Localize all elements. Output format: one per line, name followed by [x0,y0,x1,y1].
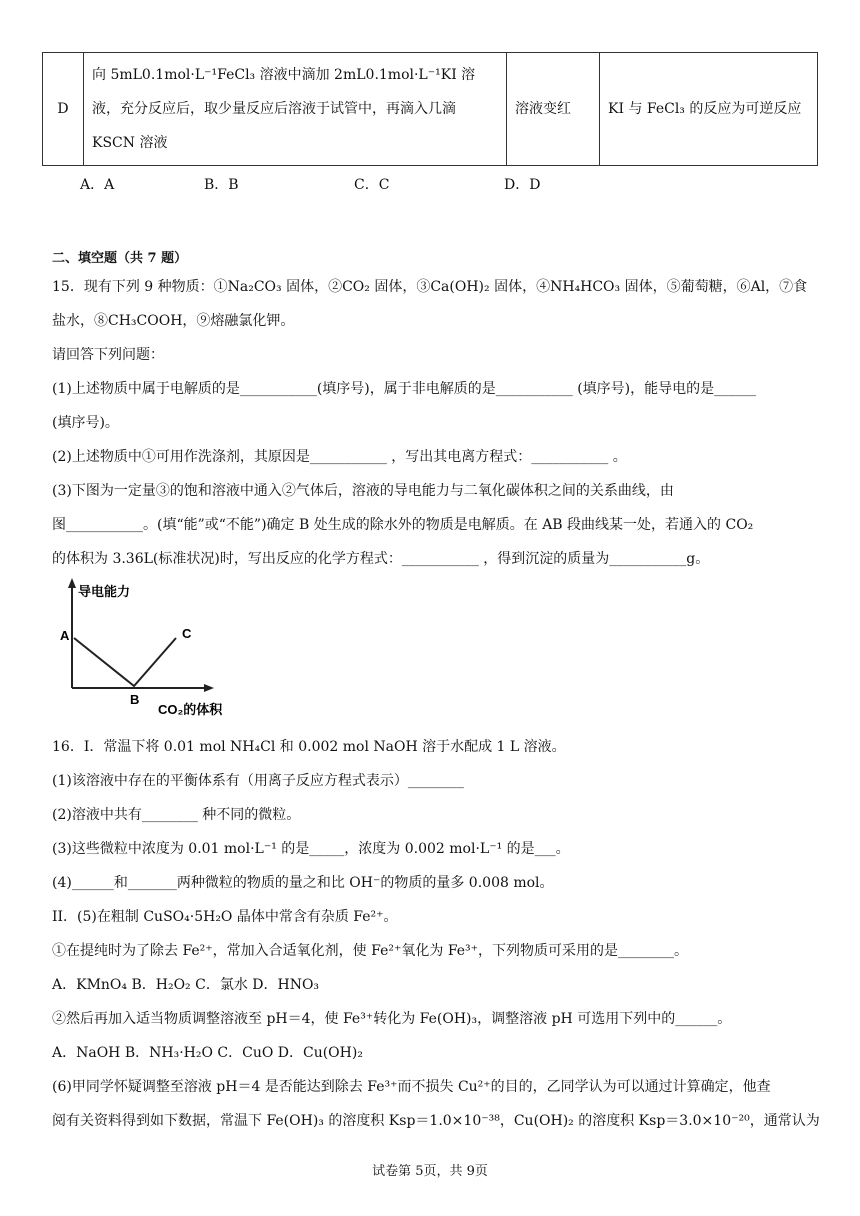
conductivity-curve [74,638,176,686]
q15-part2: (2)上述物质中①可用作洗涤剂，其原因是___________ ，写出其电离方程式：___________ 。 [52,449,627,465]
q16-line-4: (3)这些微粒中浓度为 0.01 mol·L⁻¹ 的是_____，浓度为 0.002 mol·L⁻¹ 的是___。 [52,841,570,857]
q16-line-6: II．(5)在粗制 CuSO₄·5H₂O 晶体中常含有杂质 Fe²⁺。 [52,909,398,925]
q15-part3-b: 图___________。(填“能”或“不能”)确定 B 处生成的除水外的物质是电解质。在 AB 段曲线某一处，若通入的 CO₂ [52,517,754,533]
section-title: 二、填空题（共 7 题） [52,251,188,266]
row-conclusion: KI 与 FeCl₃ 的反应为可逆反应 [600,53,818,166]
q15-part3-a: (3)下图为一定量③的饱和溶液中通入②气体后，溶液的导电能力与二氧化碳体积之间的关系曲线，由 [52,483,674,499]
q16-line-10: A．NaOH B．NH₃·H₂O C．CuO D．Cu(OH)₂ [52,1045,363,1061]
q16-line-11: (6)甲同学怀疑调整至溶液 pH＝4 是否能达到除去 Fe³⁺而不损失 Cu²⁺的目的，乙同学认为可以通过计算确定，他查 [52,1079,771,1095]
option-b: B．B [204,177,239,193]
row-operation: 向 5mL0.1mol·L⁻¹FeCl₃ 溶液中滴加 2mL0.1mol·L⁻¹KI 溶液，充分反应后，取少量反应后溶液于试管中，再滴入几滴 KSCN 溶液 [84,53,507,166]
page-footer: 试卷第 5页，共 9页 [372,1164,488,1179]
q15-stem-1: 15．现有下列 9 种物质：①Na₂CO₃ 固体，②CO₂ 固体，③Ca(OH)₂ 固体，④NH₄HCO₃ 固体，⑤葡萄糖，⑥Al，⑦食 [52,279,808,295]
q16-line-2: (1)该溶液中存在的平衡体系有（用离子反应方程式表示）________ [52,773,464,789]
row-phenomenon: 溶液变红 [507,53,600,166]
q16-line-12: 阅有关资料得到如下数据，常温下 Fe(OH)₃ 的溶度积 Ksp＝1.0×10⁻³⁸，Cu(OH)₂ 的溶度积 Ksp＝3.0×10⁻²⁰，通常认为 [52,1113,820,1129]
option-c: C．C [354,177,390,193]
row-label: D [43,53,84,166]
table-row [43,53,818,166]
q16-line-3: (2)溶液中共有________ 种不同的微粒。 [52,807,301,823]
y-axis-arrow-icon [68,578,76,588]
q15-part3-c: 的体积为 3.36L(标准状况)时，写出反应的化学方程式：___________ ，得到沉淀的质量为___________g。 [52,551,710,567]
q14-options [80,174,540,194]
experiment-table [42,52,818,166]
q16-line-1: 16．I．常温下将 0.01 mol NH₄Cl 和 0.002 mol NaOH 溶于水配成 1 L 溶液。 [52,739,566,755]
q15-part1-a: (1)上述物质中属于电解质的是___________(填序号)，属于非电解质的是___________ (填序号)，能导电的是______ [52,381,757,397]
x-axis-label: CO₂的体积 [158,702,223,717]
q15-stem-2: 盐水，⑧CH₃COOH，⑨熔融氯化钾。 [52,313,295,329]
point-c-label: C [182,626,192,641]
q16-line-7: ①在提纯时为了除去 Fe²⁺，常加入合适氧化剂，使 Fe²⁺氧化为 Fe³⁺，下列物质可采用的是________。 [52,943,689,959]
q16-line-5: (4)______和_______两种微粒的物质的量之和比 OH⁻的物质的量多 0.008 mol。 [52,875,554,891]
x-axis-arrow-icon [204,684,214,692]
conductivity-graph [58,576,248,718]
q16-line-8: A．KMnO₄ B．H₂O₂ C．氯水 D．HNO₃ [52,977,320,993]
point-a-label: A [60,628,70,643]
q15-part1-b: (填序号)。 [52,415,119,431]
option-a: A．A [80,177,115,193]
q15-prompt: 请回答下列问题： [52,347,164,363]
y-axis-label: 导电能力 [78,584,131,599]
point-b-label: B [130,692,140,707]
option-d: D．D [504,177,541,193]
q16-line-9: ②然后再加入适当物质调整溶液至 pH＝4，使 Fe³⁺转化为 Fe(OH)₃，调整溶液 pH 可选用下列中的______。 [52,1011,732,1027]
